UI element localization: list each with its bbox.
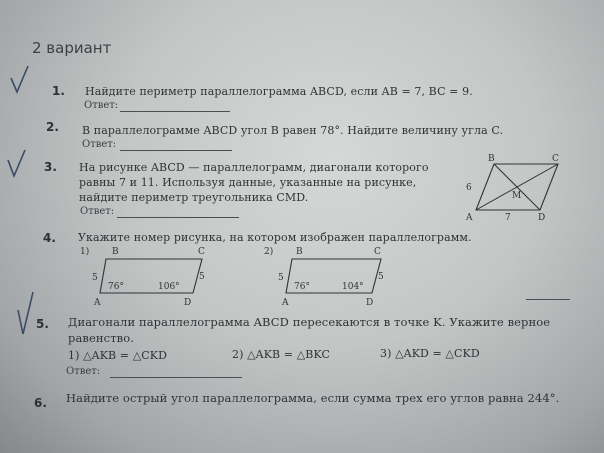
task-6-number: 6. <box>34 396 47 410</box>
task-4-figure-1[interactable] <box>78 243 218 309</box>
task-2-answer-line[interactable] <box>120 150 232 151</box>
check-mark-task1-icon <box>9 64 31 96</box>
task-3-text-line-2: равны 7 и 11. Используя данные, указанные на рисунке, <box>79 176 417 189</box>
task-4-text: Укажите номер рисунка, на котором изображен параллелограмм. <box>78 231 472 244</box>
check-mark-task3-icon <box>6 148 28 180</box>
task-1-answer-line[interactable] <box>120 111 230 112</box>
task-5-number: 5. <box>36 317 49 331</box>
task-2-number: 2. <box>46 120 59 134</box>
figure-2-vertex-c: C <box>374 247 381 257</box>
figure-1-vertex-a: A <box>94 298 101 308</box>
figure-2-index: 2) <box>264 247 274 257</box>
task-1-text: Найдите периметр параллелограмма ABCD, если AB = 7, BC = 9. <box>85 85 473 98</box>
figure-1-index: 1) <box>80 247 90 257</box>
vertex-d-label: D <box>538 213 546 222</box>
task-1-answer-label: Ответ: <box>84 100 119 111</box>
task-3-text-line-3: найдите периметр треугольника CMD. <box>79 191 309 204</box>
task-3-answer-line[interactable] <box>117 217 239 218</box>
variant-title: 2 вариант <box>32 39 112 57</box>
task-6-text: Найдите острый угол параллелограмма, если сумма трех его углов равна 244°. <box>66 391 560 405</box>
figure-2-vertex-d: D <box>366 298 374 308</box>
side-ad-length: 7 <box>505 213 511 222</box>
figure-2-angle-a: 76° <box>294 282 310 292</box>
task-3-answer-label: Ответ: <box>80 206 115 217</box>
figure-2-side-right: 5 <box>378 272 384 282</box>
figure-1-vertex-b: B <box>112 247 119 257</box>
task-1-number: 1. <box>52 84 65 98</box>
task-5-answer-line[interactable] <box>110 377 242 378</box>
side-ab-length: 6 <box>466 183 472 193</box>
task-4-figure-2[interactable] <box>262 243 402 309</box>
figure-2-side-left: 5 <box>278 273 284 283</box>
figure-2-angle-d: 104° <box>342 282 364 292</box>
figure-1-vertex-d: D <box>184 298 192 308</box>
figure-1-vertex-c: C <box>198 247 205 257</box>
task-5-option-2[interactable]: 2) △AKB = △BKC <box>232 348 330 361</box>
figure-1-angle-a: 76° <box>108 282 124 292</box>
vertex-a-label: A <box>466 213 473 222</box>
task-5-text-line-1: Диагонали параллелограмма ABCD пересекаются в точке K. Укажите верное <box>68 315 551 329</box>
task-3-text-line-1: На рисунке ABCD — параллелограмм, диагонали которого <box>79 161 429 174</box>
figure-2-vertex-b: B <box>296 247 303 257</box>
task-5-text-line-2: равенство. <box>68 331 135 345</box>
task-2-text: В параллелограмме ABCD угол B равен 78°. Найдите величину угла C. <box>82 124 504 137</box>
task-5-option-1[interactable]: 1) △AKB = △CKD <box>68 349 168 362</box>
task-3-number: 3. <box>44 160 57 174</box>
task-3-parallelogram-figure <box>462 150 570 222</box>
vertex-c-label: C <box>552 154 559 164</box>
task-5-option-3[interactable]: 3) △AKD = △CKD <box>380 347 480 360</box>
check-mark-task5-icon <box>16 290 36 338</box>
vertex-b-label: B <box>488 154 495 164</box>
task-2-answer-label: Ответ: <box>82 139 117 150</box>
point-m-label: M <box>512 191 522 201</box>
figure-1-angle-d: 106° <box>158 282 180 292</box>
figure-1-side-left: 5 <box>92 273 98 283</box>
figure-2-vertex-a: A <box>282 298 289 308</box>
figure-1-side-right: 5 <box>199 272 205 282</box>
task-4-number: 4. <box>43 231 56 245</box>
task-4-answer-line[interactable] <box>526 299 570 300</box>
task-5-answer-label: Ответ: <box>66 366 101 377</box>
